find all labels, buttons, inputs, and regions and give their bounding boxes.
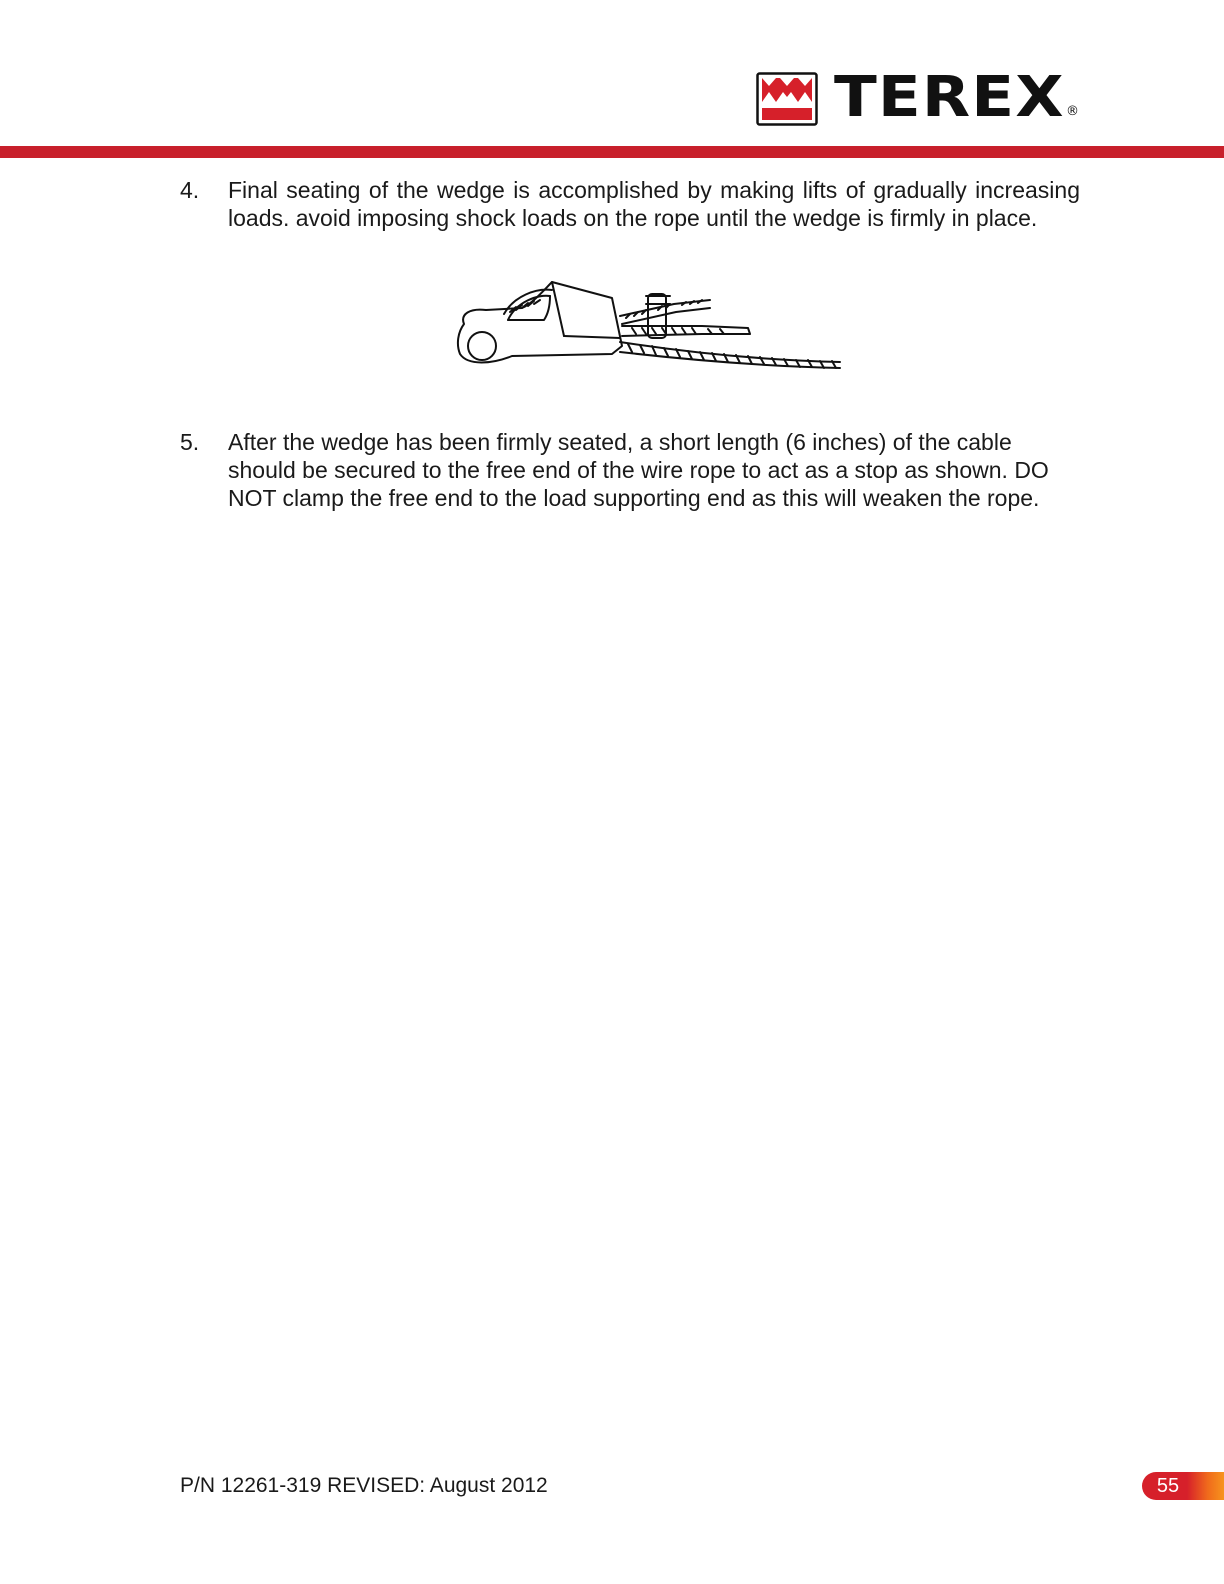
- step-number: 4.: [180, 177, 200, 203]
- terex-logo: [756, 65, 1086, 130]
- step-4: [180, 176, 1080, 266]
- step-number: 5.: [180, 429, 200, 455]
- registered-mark: ®: [1066, 104, 1079, 119]
- step-5: [180, 428, 1080, 548]
- step-text: Final seating of the wedge is accomplished by making lifts of gradually increasing loads. avoid imposing shock loads on the rope until the wedge is firmly in place.: [228, 177, 1080, 231]
- header-rule: [0, 146, 1224, 158]
- page-number: 55: [1156, 1475, 1180, 1497]
- wedge-socket-illustration: [452, 274, 852, 374]
- step-text: After the wedge has been firmly seated, a short length (6 inches) of the cable should be secured to the free end of the wire rope to act as a stop as shown. DO NOT clamp the free end to the load supporting end as this will weaken the rope.: [228, 429, 1049, 511]
- terex-crown-icon: [756, 72, 818, 126]
- brand-wordmark: TEREX: [834, 65, 1065, 130]
- footer-part-number: P/N 12261-319 REVISED: August 2012: [180, 1474, 548, 1497]
